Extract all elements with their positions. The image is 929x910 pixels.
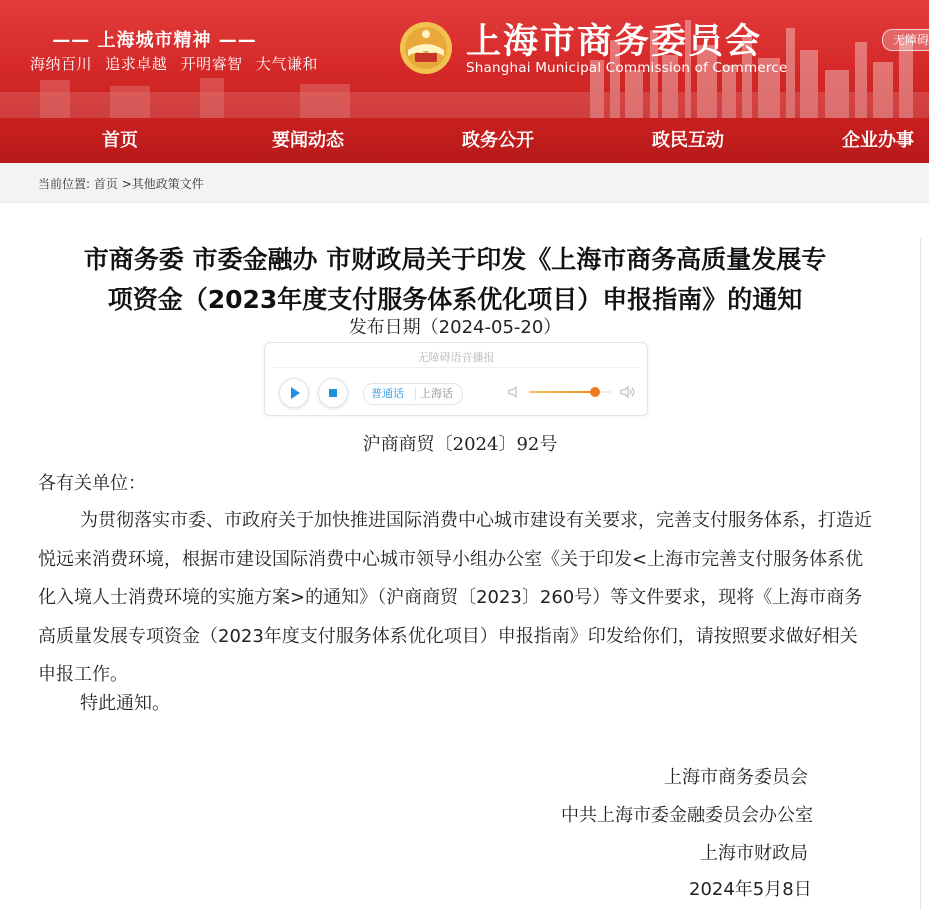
breadcrumb xyxy=(38,175,204,192)
article-title-line: 市商务委 市委金融办 市财政局关于印发《上海市商务高质量发展专 xyxy=(83,245,827,274)
slogan-item: 开明睿智 xyxy=(180,55,243,73)
city-spirit-slogans xyxy=(30,53,326,74)
nav-item-interaction[interactable]: 政民互动 xyxy=(652,130,724,151)
signature-finance-office: 中共上海市委金融委员会办公室 xyxy=(561,805,813,826)
shanghai-emblem-icon xyxy=(398,20,454,76)
breadcrumb-home-link[interactable]: 首页 xyxy=(93,177,118,191)
signature-finance-bureau: 上海市财政局 xyxy=(700,843,808,864)
publish-date: 发布日期（2024-05-20） xyxy=(348,317,562,338)
slogan-item: 海纳百川 xyxy=(30,55,93,73)
site-title-english: Shanghai Municipal Commission of Commerce xyxy=(466,60,788,76)
audio-player xyxy=(264,342,648,416)
volume-down-icon[interactable] xyxy=(507,385,521,399)
site-title: 上海市商务委员会 xyxy=(466,22,763,62)
player-title: 无障碍语音播报 xyxy=(417,351,495,364)
content-divider xyxy=(920,238,929,910)
article-title xyxy=(0,240,910,320)
volume-level xyxy=(529,391,595,393)
main-nav xyxy=(0,118,929,163)
stop-icon[interactable] xyxy=(318,378,348,408)
nav-item-home[interactable]: 首页 xyxy=(102,130,138,151)
sign-date: 2024年5月8日 xyxy=(689,879,812,900)
header-banner xyxy=(0,0,929,118)
language-switch xyxy=(363,383,463,405)
breadcrumb-prefix: 当前位置: xyxy=(38,177,91,191)
accessibility-button[interactable]: 无障碍 xyxy=(882,29,929,51)
lang-divider xyxy=(415,387,416,401)
salutation: 各有关单位： xyxy=(38,473,146,494)
closing-remark: 特此通知。 xyxy=(80,693,170,714)
lang-option-shanghainese[interactable]: 上海话 xyxy=(420,387,453,400)
volume-knob[interactable] xyxy=(590,387,600,397)
slogan-item: 大气谦和 xyxy=(255,55,318,73)
document-number: 沪商商贸〔2024〕92号 xyxy=(362,434,558,455)
nav-item-business[interactable]: 企业办事 xyxy=(842,130,914,151)
nav-item-news[interactable]: 要闻动态 xyxy=(272,130,344,151)
breadcrumb-current-link[interactable]: >其他政策文件 xyxy=(121,177,204,191)
breadcrumb-bar xyxy=(0,163,929,203)
player-divider xyxy=(271,367,641,368)
body-paragraph: 为贯彻落实市委、市政府关于加快推进国际消费中心城市建设有关要求，完善支付服务体系，打造近悦远来消费环境，根据市建设国际消费中心城市领导小组办公室《关于印发<上海市完善支付服务体系优化入境人士消费环境的实施方案>的通知》（沪商商贸〔2023〕260号）等文件要求，现将《上海市商务高质量发展专项资金（2023年度支付服务体系优化项目）申报指南》印发给你们，请按照要求做好相关申报工作。 xyxy=(38,510,872,685)
volume-slider[interactable] xyxy=(529,391,611,393)
lang-option-mandarin[interactable]: 普通话 xyxy=(371,387,404,400)
slogan-item: 追求卓越 xyxy=(105,55,168,73)
signature-commerce-commission: 上海市商务委员会 xyxy=(664,767,808,788)
play-icon[interactable] xyxy=(279,378,309,408)
article-title-line: 项资金（2023年度支付服务体系优化项目）申报指南》的通知 xyxy=(107,285,803,314)
nav-item-gov-affairs[interactable]: 政务公开 xyxy=(462,130,534,151)
volume-up-icon[interactable] xyxy=(620,385,636,399)
city-spirit-title: —— 上海城市精神 —— xyxy=(52,30,257,51)
